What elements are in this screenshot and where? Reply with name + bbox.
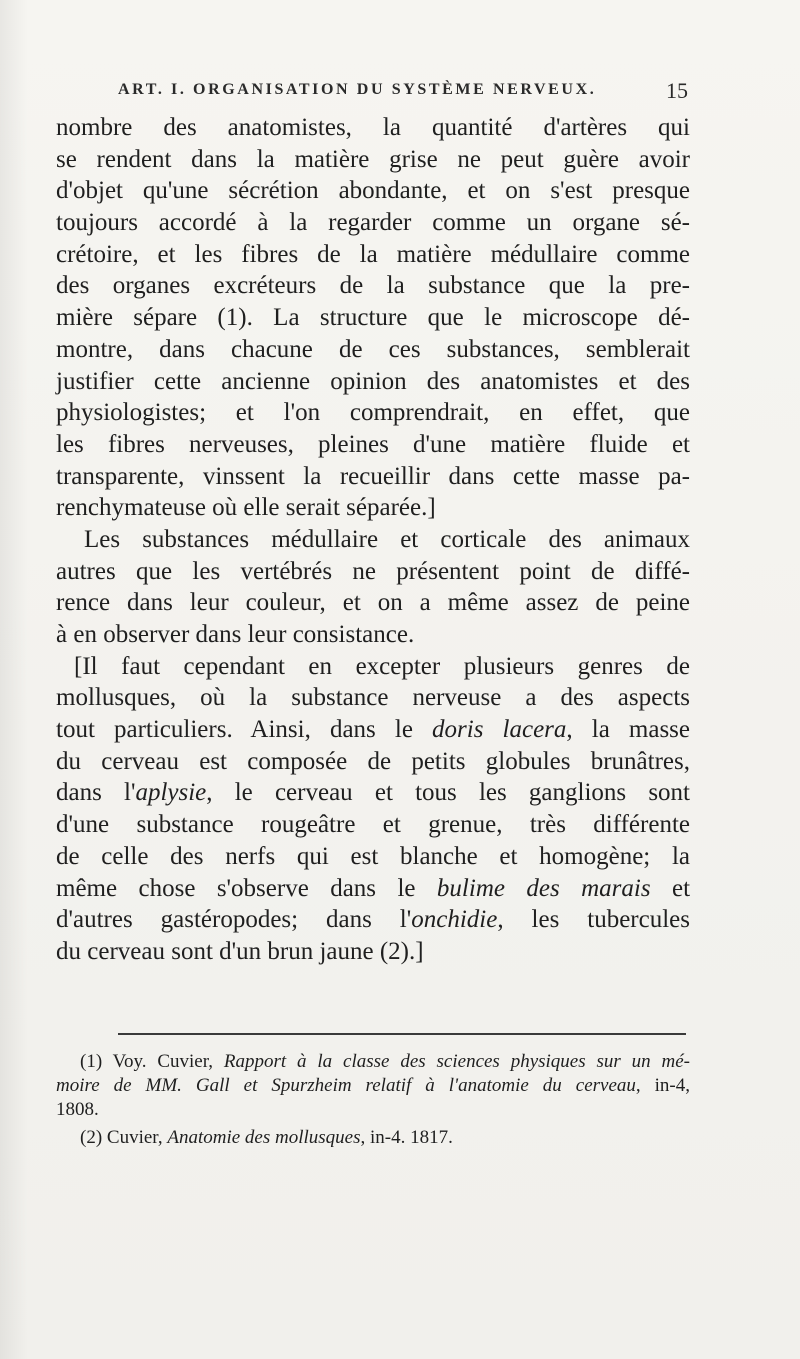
text-line: montre, dans chacune de ces substances, semblerait xyxy=(56,335,690,363)
italic-term: onchidie xyxy=(411,906,498,934)
paragraph-start: Les substances médullaire et corticale des animaux xyxy=(84,525,690,553)
footnote-2 xyxy=(56,1126,690,1150)
text-segment: , les tubercules xyxy=(497,906,690,934)
footnote-text: (1) Voy. Cuvier, xyxy=(80,1051,224,1072)
footnote-1 xyxy=(56,1050,690,1074)
text-line: rence dans leur couleur, et on a même assez de peine xyxy=(56,589,690,617)
footnote-1-line-3: 1808. xyxy=(56,1099,99,1120)
footnote-italic: moire de MM. Gall et Spurzheim relatif à l'anatomie du cerveau xyxy=(56,1075,636,1096)
body-text xyxy=(56,112,690,968)
text-line: du cerveau est composée de petits globules brunâtres, xyxy=(56,747,690,775)
text-line: toujours accordé à la regarder comme un organe sé- xyxy=(56,209,690,237)
text-line: les fibres nerveuses, pleines d'une matière fluide et xyxy=(56,430,690,458)
footnote-rule xyxy=(118,1033,686,1035)
text-segment: et xyxy=(650,874,691,902)
text-line: d'une substance rougeâtre et grenue, très différente xyxy=(56,811,690,839)
text-line xyxy=(56,714,690,746)
footnote-text: (2) Cuvier, xyxy=(80,1127,168,1148)
footnote-text: , in-4. 1817. xyxy=(360,1127,453,1148)
text-line: autres que les vertébrés ne présentent point de diffé- xyxy=(56,557,690,585)
footnote-text: , in-4, xyxy=(635,1075,690,1096)
text-segment: , la masse xyxy=(566,716,690,744)
text-line: de celle des nerfs qui est blanche et homogène; la xyxy=(56,842,690,870)
text-line: nombre des anatomistes, la quantité d'artères qui xyxy=(56,114,690,141)
footnotes xyxy=(56,1050,690,1150)
gutter-shadow xyxy=(0,0,28,1359)
text-line: se rendent dans la matière grise ne peut guère avoir xyxy=(56,145,690,173)
text-line: justifier cette ancienne opinion des anatomistes et des xyxy=(56,367,690,395)
footnote-1-line-2 xyxy=(56,1074,690,1098)
text-line: transparente, vinssent la recueillir dans cette masse pa- xyxy=(56,462,690,490)
italic-term: aplysie xyxy=(135,779,207,807)
text-line: mollusques, où la substance nerveuse a des aspects xyxy=(56,684,690,712)
text-segment: d'autres gastéropodes; dans l' xyxy=(56,906,412,934)
italic-term: doris lacera xyxy=(432,716,567,744)
text-segment: tout particuliers. Ainsi, dans le xyxy=(56,716,413,744)
running-head xyxy=(118,78,688,105)
text-line xyxy=(56,777,690,809)
text-segment: , le cerveau et tous les ganglions sont xyxy=(206,779,690,807)
text-line xyxy=(56,873,690,905)
text-line: d'objet qu'une sécrétion abondante, et on s'est presque xyxy=(56,177,690,205)
text-segment: même chose s'observe dans le xyxy=(56,874,416,902)
footnote-italic: Rapport à la classe des sciences physiques sur un mé- xyxy=(223,1051,690,1072)
italic-term: bulime des marais xyxy=(436,874,651,902)
paragraph-start: [Il faut cependant en excepter plusieurs genres de xyxy=(74,652,690,680)
running-head-title: ART. I. ORGANISATION DU SYSTÈME NERVEUX. xyxy=(118,81,597,98)
text-line: des organes excréteurs de la substance que la pre- xyxy=(56,272,690,300)
text-line: à en observer dans leur consistance. xyxy=(56,621,415,648)
text-segment: dans l' xyxy=(56,779,136,807)
text-line: du cerveau sont d'un brun jaune (2).] xyxy=(56,937,424,965)
text-line: crétoire, et les fibres de la matière médullaire comme xyxy=(56,240,690,268)
page-number: 15 xyxy=(666,78,688,103)
text-line: physiologistes; et l'on comprendrait, en effet, que xyxy=(56,399,690,427)
text-line: mière sépare (1). La structure que le microscope dé- xyxy=(56,304,690,332)
text-line: renchymateuse où elle serait séparée.] xyxy=(56,494,436,522)
text-line xyxy=(56,904,690,936)
footnote-italic: Anatomie des mollusques xyxy=(167,1127,361,1148)
